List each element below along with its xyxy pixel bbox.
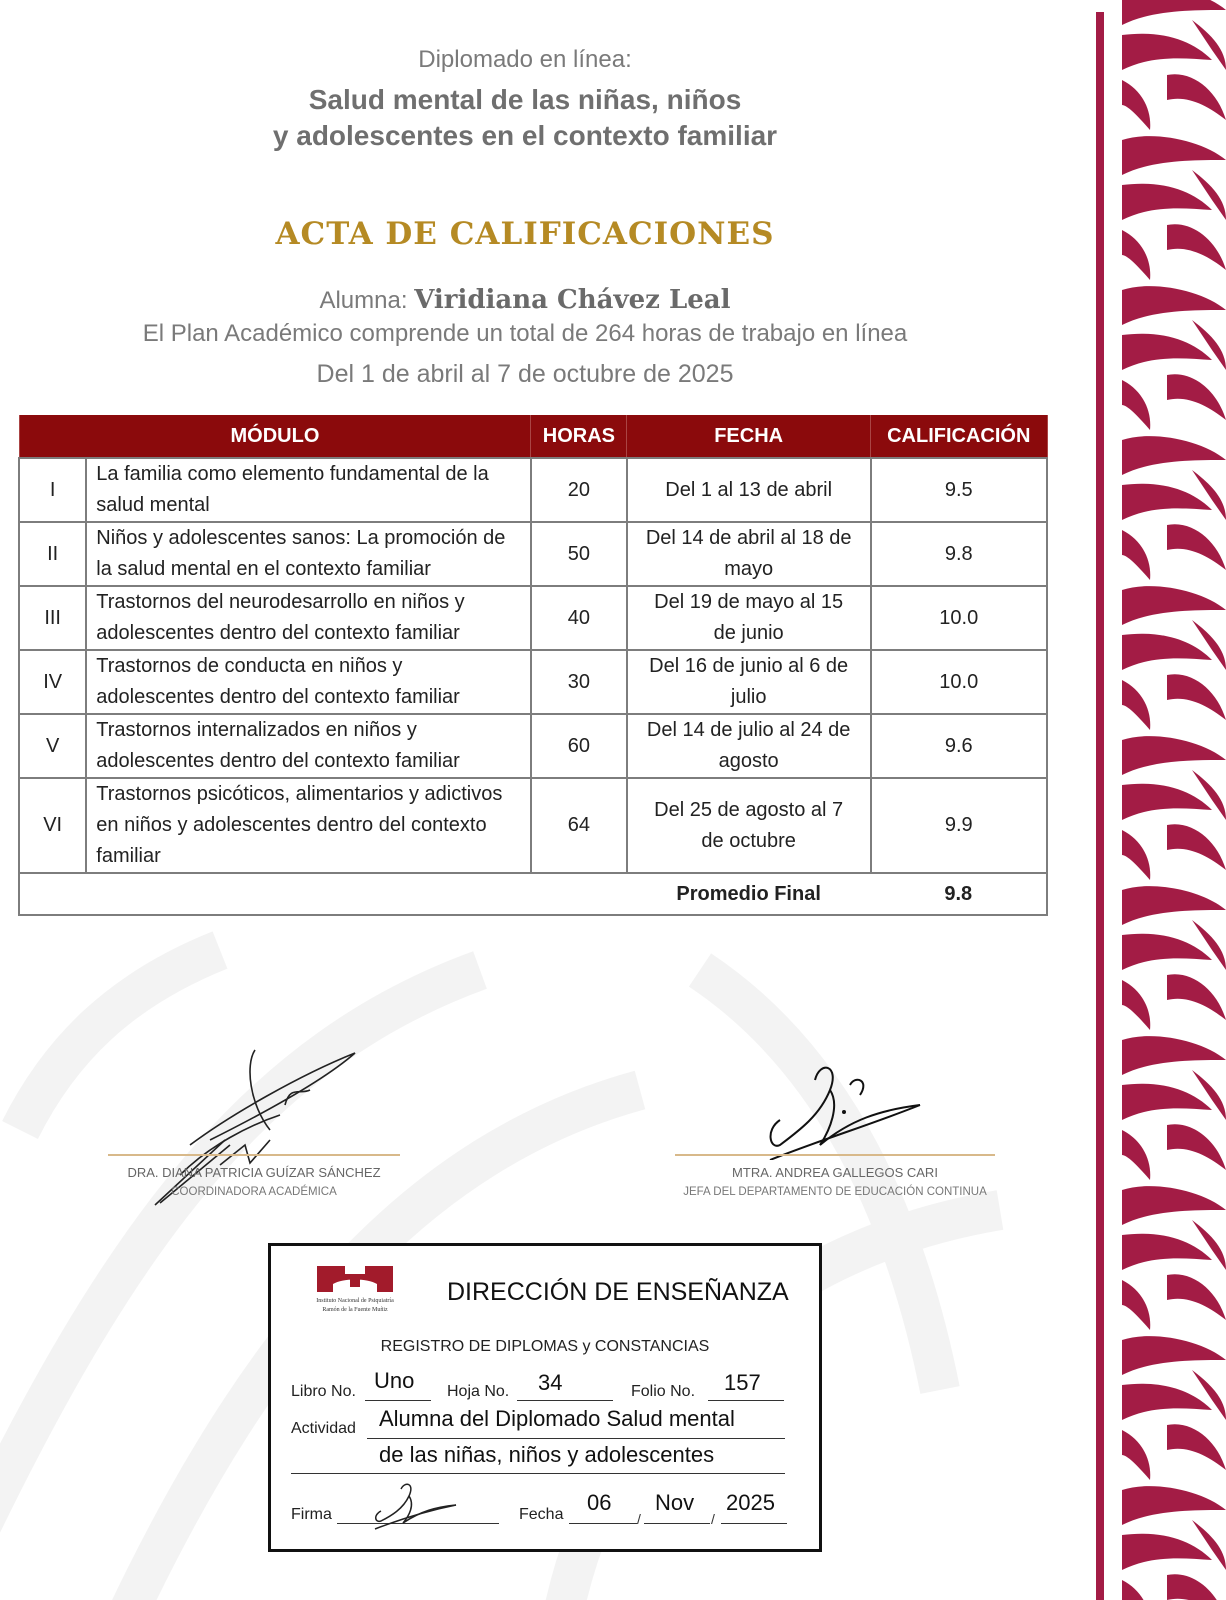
leaf-shape — [1122, 136, 1226, 175]
program-title-line-1: Salud mental de las niñas, niños — [308, 84, 742, 115]
leaf-shape — [1167, 674, 1226, 720]
module-numeral: I — [19, 458, 86, 522]
libro-value: Uno — [374, 1368, 415, 1393]
program-title-line-2: y adolescentes en el contexto familiar — [272, 120, 778, 151]
leaf-shape — [1122, 1486, 1226, 1525]
module-hours: 20 — [531, 458, 627, 522]
actividad-line-1: Alumna del Diplomado Salud mental — [379, 1406, 735, 1431]
module-date: Del 1 al 13 de abril — [627, 458, 871, 522]
module-date: Del 25 de agosto al 7 de octubre — [627, 778, 871, 873]
leaf-shape — [1192, 1370, 1226, 1420]
decorative-border-pattern — [1092, 0, 1226, 1600]
table-row — [19, 586, 1047, 650]
leaf-shape — [1122, 1234, 1212, 1270]
column-header-date: FECHA — [627, 415, 871, 458]
fecha-day: 06 — [587, 1490, 612, 1515]
leaf-shape — [1122, 1084, 1212, 1120]
table-header-row — [19, 415, 1047, 458]
module-hours: 30 — [531, 650, 627, 714]
module-hours: 40 — [531, 586, 627, 650]
module-date: Del 14 de julio al 24 de agosto — [627, 714, 871, 778]
module-grade: 9.5 — [871, 458, 1047, 522]
actividad-line-2: de las niñas, niños y adolescentes — [379, 1442, 715, 1467]
module-numeral: II — [19, 522, 86, 586]
module-date: Del 19 de mayo al 15 de junio — [627, 586, 871, 650]
leaf-shape — [1122, 736, 1226, 775]
hoja-label: Hoja No. — [447, 1383, 510, 1400]
module-hours: 64 — [531, 778, 627, 873]
institution-logo-icon — [317, 1266, 393, 1292]
module-date: Del 14 de abril al 18 de mayo — [627, 522, 871, 586]
signature-line — [108, 1154, 400, 1156]
fecha-month: Nov — [655, 1490, 695, 1515]
leaf-shape — [1122, 1534, 1212, 1570]
leaf-shape — [1167, 1574, 1226, 1600]
table-row — [19, 458, 1047, 522]
column-header-module: MÓDULO — [19, 415, 531, 458]
module-numeral: V — [19, 714, 86, 778]
institution-logo — [295, 1266, 415, 1315]
signature-block-coordinator — [108, 1154, 400, 1198]
module-grade: 9.8 — [871, 522, 1047, 586]
hoja-value: 34 — [538, 1370, 563, 1395]
student-label: Alumna: — [319, 287, 408, 314]
leaf-shape — [1122, 586, 1226, 625]
actividad-label: Actividad — [291, 1420, 356, 1437]
leaf-shape — [1192, 770, 1226, 820]
leaf-shape — [1122, 436, 1226, 475]
module-grade: 10.0 — [871, 586, 1047, 650]
program-period: Del 1 de abril al 7 de octubre de 2025 — [316, 360, 734, 388]
fecha-year: 2025 — [726, 1490, 775, 1515]
leaf-shape — [1122, 230, 1150, 280]
leaf-shape — [1122, 80, 1150, 130]
registration-stamp: Instituto Nacional de Psiquiatría Ramón de la Fuente Muñiz DIRECCIÓN DE ENSEÑANZA REGISTRO DE DIPLOMAS y CONSTANCIAS Libro No. Uno Hoja No. 34 Folio No. 157 Actividad Alumna del Diplomado Salud mental de las niñas, niños y adolescentes Firma Fecha 06 / Nov / 2025 — [268, 1243, 822, 1552]
leaf-shape — [1167, 524, 1226, 570]
leaf-shape — [1192, 1220, 1226, 1270]
program-type: Diplomado en línea: — [418, 46, 632, 73]
folio-value: 157 — [724, 1370, 761, 1395]
leaf-shape — [1192, 1520, 1226, 1570]
module-grade: 9.6 — [871, 714, 1047, 778]
leaf-shape — [1167, 224, 1226, 270]
leaf-shape — [1122, 634, 1212, 670]
signature-department-head — [760, 1060, 940, 1160]
leaf-shape — [1122, 184, 1212, 220]
module-name: La familia como elemento fundamental de la salud mental — [86, 458, 531, 522]
leaf-shape — [1167, 1274, 1226, 1320]
module-name: Trastornos psicóticos, alimentarios y adictivos en niños y adolescentes dentro del contexto familiar — [86, 778, 531, 873]
leaf-shape — [1167, 974, 1226, 1020]
table-row — [19, 522, 1047, 586]
leaf-shape — [1122, 530, 1150, 580]
module-date: Del 16 de junio al 6 de julio — [627, 650, 871, 714]
module-name: Trastornos de conducta en niños y adolescentes dentro del contexto familiar — [86, 650, 531, 714]
module-grade: 9.9 — [871, 778, 1047, 873]
leaf-shape — [1122, 1430, 1150, 1480]
leaf-shape — [1167, 824, 1226, 870]
module-name: Trastornos del neurodesarrollo en niños y adolescentes dentro del contexto familiar — [86, 586, 531, 650]
document-title: ACTA DE CALIFICACIONES — [275, 216, 775, 252]
leaf-shape — [1192, 620, 1226, 670]
signature-line — [675, 1154, 995, 1156]
module-numeral: III — [19, 586, 86, 650]
table-row — [19, 778, 1047, 873]
institution-name-line-2: Ramón de la Fuente Muñiz — [322, 1307, 388, 1313]
stamp-signature — [371, 1481, 461, 1531]
stamp-title: DIRECCIÓN DE ENSEÑANZA — [447, 1278, 789, 1306]
leaf-shape — [1122, 286, 1226, 325]
program-title — [0, 82, 1050, 154]
leaf-shape — [1122, 380, 1150, 430]
leaf-shape — [1122, 1384, 1212, 1420]
leaf-shape — [1192, 320, 1226, 370]
module-grade: 10.0 — [871, 650, 1047, 714]
table-row — [19, 650, 1047, 714]
grades-table — [18, 415, 1048, 916]
student-line — [0, 285, 1050, 315]
fecha-label: Fecha — [519, 1506, 564, 1523]
institution-name-line-1: Instituto Nacional de Psiquiatría — [316, 1298, 394, 1304]
leaf-shape — [1122, 830, 1150, 880]
leaf-shape — [1167, 374, 1226, 420]
leaf-shape — [1122, 1036, 1226, 1075]
folio-label: Folio No. — [631, 1383, 696, 1400]
leaf-shape — [1192, 920, 1226, 970]
leaf-shape — [1167, 1124, 1226, 1170]
leaf-shape — [1192, 470, 1226, 520]
leaf-shape — [1122, 1280, 1150, 1330]
signer-role: JEFA DEL DEPARTAMENTO DE EDUCACIÓN CONTINUA — [683, 1186, 987, 1198]
leaf-shape — [1192, 170, 1226, 220]
leaf-shape — [1122, 680, 1150, 730]
leaf-shape — [1122, 1186, 1226, 1225]
leaf-shape — [1122, 934, 1212, 970]
table-row — [19, 714, 1047, 778]
module-numeral: IV — [19, 650, 86, 714]
plan-description: El Plan Académico comprende un total de 264 horas de trabajo en línea — [142, 320, 908, 347]
average-row — [19, 873, 1047, 915]
leaf-shape — [1122, 0, 1226, 25]
leaf-shape — [1122, 980, 1150, 1030]
signature-block-department-head — [675, 1154, 995, 1198]
leaf-shape — [1192, 1070, 1226, 1120]
leaf-shape — [1122, 34, 1212, 70]
leaf-shape — [1167, 74, 1226, 120]
signer-role: COORDINADORA ACADÉMICA — [171, 1186, 337, 1198]
libro-label: Libro No. — [291, 1383, 356, 1400]
firma-label: Firma — [291, 1506, 332, 1523]
leaf-shape — [1167, 1424, 1226, 1470]
column-header-hours: HORAS — [531, 415, 627, 458]
leaf-shape — [1122, 886, 1226, 925]
signer-name: MTRA. ANDREA GALLEGOS CARI — [732, 1165, 938, 1180]
signer-name: DRA. DIANA PATRICIA GUÍZAR SÁNCHEZ — [127, 1165, 381, 1180]
leaf-shape — [1122, 1130, 1150, 1180]
column-header-grade: CALIFICACIÓN — [871, 415, 1047, 458]
average-label: Promedio Final — [627, 873, 871, 915]
leaf-shape — [1192, 20, 1226, 70]
leaf-shape — [1122, 334, 1212, 370]
leaf-shape — [1122, 1580, 1150, 1600]
module-hours: 60 — [531, 714, 627, 778]
average-value: 9.8 — [871, 873, 1047, 915]
leaf-shape — [1122, 484, 1212, 520]
module-name: Trastornos internalizados en niños y adolescentes dentro del contexto familiar — [86, 714, 531, 778]
module-name: Niños y adolescentes sanos: La promoción de la salud mental en el contexto familiar — [86, 522, 531, 586]
module-numeral: VI — [19, 778, 86, 873]
module-hours: 50 — [531, 522, 627, 586]
leaf-shape — [1122, 1336, 1226, 1375]
stamp-subtitle: REGISTRO DE DIPLOMAS y CONSTANCIAS — [380, 1338, 710, 1355]
student-name: Viridiana Chávez Leal — [414, 285, 731, 315]
leaf-shape — [1122, 784, 1212, 820]
